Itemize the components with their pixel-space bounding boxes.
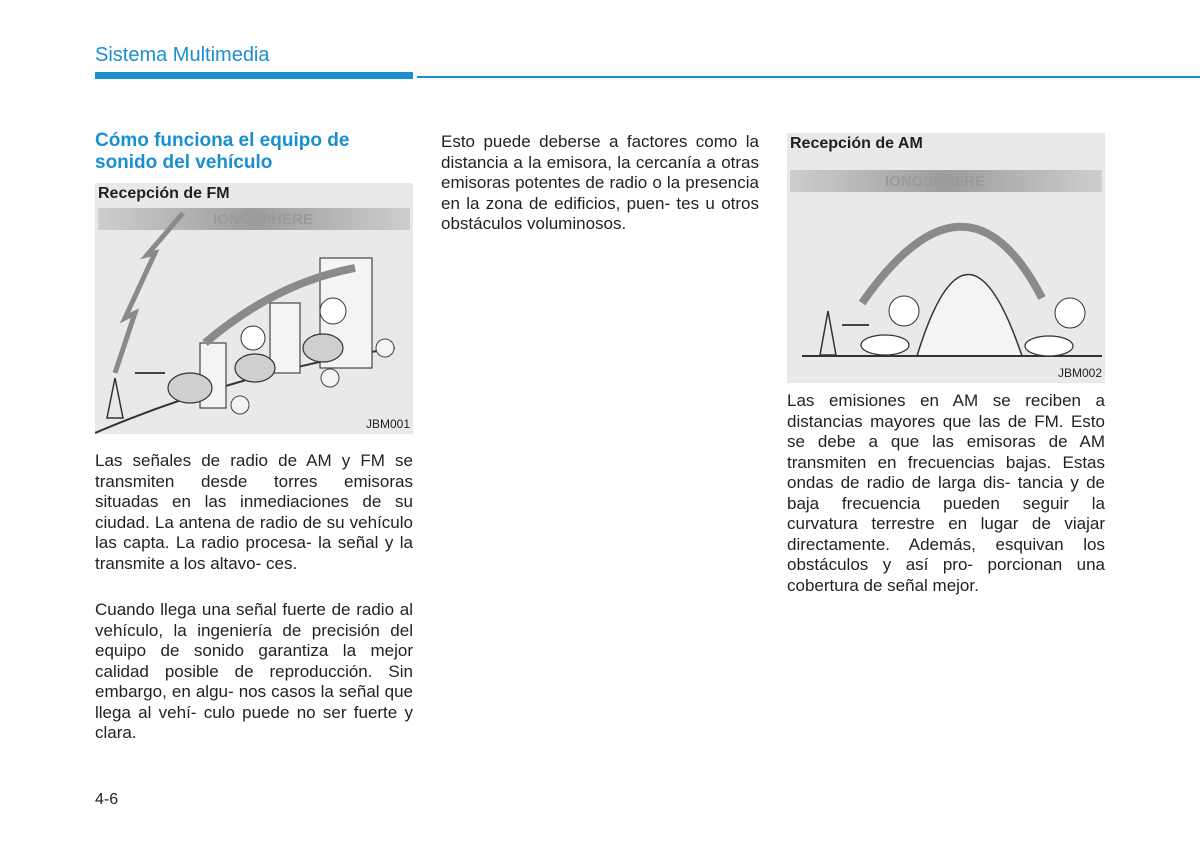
tree-3 (376, 339, 394, 357)
car-1 (861, 335, 909, 355)
am-illustration (787, 133, 1105, 383)
car-1 (168, 373, 212, 403)
music-bubble-2 (1055, 298, 1085, 328)
paragraph-3: Esto puede deberse a factores como la distancia a la emisora, la cercanía a otras emisoras potentes de radio o la presencia en la zona de edificios, puen- tes u otros obstáculos voluminosos. (441, 132, 759, 233)
page-number: 4-6 (95, 791, 119, 808)
paragraph-4: Las emisiones en AM se reciben a distancias mayores que las de FM. Esto se debe a que las emisoras de AM transmiten en frecuencias bajas. Estas ondas de radio de larga dis- tancia y de baja frecuencia pueden seguir la curvatura terrestre en lugar de viajar directamente. Además, esquivan los obstáculos y así pro- porcionan una cobertura de señal mejor. (787, 391, 1105, 595)
header-title: Sistema Multimedia (95, 44, 270, 66)
tree-2 (321, 369, 339, 387)
fm-illustration (95, 183, 413, 434)
noise-bubble (241, 326, 265, 350)
building-2 (270, 303, 300, 373)
header-rule-thick (95, 72, 413, 79)
music-bubble (320, 298, 346, 324)
tree-1 (231, 396, 249, 414)
mountain (917, 275, 1022, 357)
header-rule-thin (417, 76, 1200, 78)
car-3 (303, 334, 343, 362)
ionosphere-label: IONOSPHERE (884, 173, 986, 190)
ionosphere-label: IONOSPHERE (212, 211, 314, 228)
car-2 (1025, 336, 1073, 356)
figure-fm-reception (95, 183, 413, 434)
fm-signal-bolt (115, 213, 183, 373)
figure-am-caption: Recepción de AM (790, 135, 923, 152)
paragraph-1: Las señales de radio de AM y FM se transmiten desde torres emisoras situadas en las inmediaciones de su ciudad. La antena de radio de su vehículo las capta. La radio procesa- la señal y la transmite a los altavo- ces. (95, 451, 413, 573)
radio-tower (107, 378, 123, 418)
music-bubble-1 (889, 296, 919, 326)
section-title: Cómo funciona el equipo de sonido del vehículo (95, 130, 350, 173)
radio-tower (820, 311, 836, 355)
paragraph-2: Cuando llega una señal fuerte de radio al vehículo, la ingeniería de precisión del equipo de sonido garantiza la mejor calidad posible de reproducción. Sin embargo, en algu- nos casos la señal que llega al vehí- culo puede no ser fuerte y clara. (95, 600, 413, 742)
figure-fm-caption: Recepción de FM (98, 185, 230, 202)
car-2 (235, 354, 275, 382)
figure-fm-code: JBM001 (365, 417, 410, 431)
figure-am-reception (787, 133, 1105, 383)
figure-am-code: JBM002 (1057, 366, 1102, 380)
